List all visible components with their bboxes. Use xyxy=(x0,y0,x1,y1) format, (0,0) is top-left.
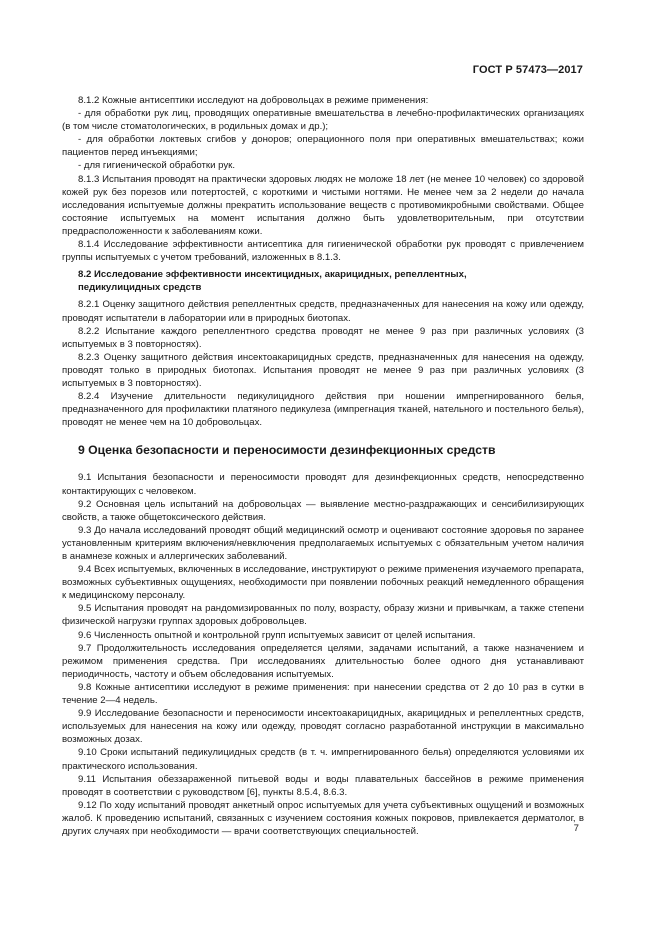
section-heading-8-2 xyxy=(62,268,584,294)
paragraph-9-4: 9.4 Всех испытуемых, включенных в исследование, инструктируют о режиме применения изучаемого препарата, возможных субъективных ощущениях, необходимости при появлении побочных реакций немедленного обращения к медицинскому персоналу. xyxy=(62,564,584,602)
section-heading-9: 9 Оценка безопасности и переносимости дезинфекционных средств xyxy=(78,443,496,458)
paragraph-8-1-4: 8.1.4 Исследование эффективности антисептика для гигиенической обработки рук проводят с привлечением группы испытуемых с учетом требований, изложенных в 8.1.3. xyxy=(62,239,584,264)
paragraph-9-9: 9.9 Исследование безопасности и переносимости инсектоакарицидных, акарицидных и репеллентных средств, используемых для нанесения на кожу или одежду, проводят согласно разработанной инструкции в максимально возможных дозах. xyxy=(62,708,584,746)
section-heading-line: 8.2 Исследование эффективности инсектицидных, акарицидных, репеллентных, xyxy=(78,269,467,281)
paragraph-8-2-4: 8.2.4 Изучение длительности педикулицидного действия при ношении импрегнированного белья, предназначенного для профилактики платяного педикулеза (импрегнация тканей, нательного и постельного белья), проводят не менее чем на 10 добровольцах. xyxy=(62,391,584,429)
list-item: - для обработки рук лиц, проводящих оперативные вмешательства в лечебно-профилактических организациях (в том числе стоматологических, в родильных домах и др.); xyxy=(62,108,584,133)
paragraph-9-11: 9.11 Испытания обеззараженной питьевой воды и воды плавательных бассейнов в режиме применения проводят в соответствии с руководством [6], пункты 8.5.4, 8.6.3. xyxy=(62,773,584,798)
paragraph-9-6: 9.6 Численность опытной и контрольной групп испытуемых зависит от целей испытания. xyxy=(78,629,476,641)
paragraph-9-1: 9.1 Испытания безопасности и переносимости проводят для дезинфекционных средств, непосредственно контактирующих с человеком. xyxy=(62,472,584,497)
paragraph-8-2-2: 8.2.2 Испытание каждого репеллентного средства проводят не менее 9 раз при различных условиях (3 испытуемых в 3 повторностях). xyxy=(62,325,584,350)
paragraph-9-5: 9.5 Испытания проводят на рандомизированных по полу, возрасту, образу жизни и привычкам, а также степени физической нагрузки группах здоровых добровольцев. xyxy=(62,603,584,628)
paragraph-9-8: 9.8 Кожные антисептики исследуют в режиме применения: при нанесении средства от 2 до 10 раз в сутки в течение 2—4 недель. xyxy=(62,681,584,707)
document-code: ГОСТ Р 57473—2017 xyxy=(472,64,583,76)
list-item: - для гигиенической обработки рук. xyxy=(78,160,236,172)
paragraph-8-1-2-intro: 8.1.2 Кожные антисептики исследуют на добровольцах в режиме применения: xyxy=(78,95,429,106)
document-body xyxy=(62,94,584,838)
paragraph-8-2-1: 8.2.1 Оценку защитного действия репеллентных средств, предназначенных для нанесения на кожу или одежду, проводят испытатели в лаборатории или в природных биотопах. xyxy=(62,299,584,324)
paragraph-9-3: 9.3 До начала исследований проводят общий медицинский осмотр и оценивают состояние здоровья по заранее установленным критериям включения/невключения предполагаемых испытуемых с обязательным учетом наличия в анамнезе кожных и аллергических заболеваний. xyxy=(62,524,584,562)
paragraph-8-1-3: 8.1.3 Испытания проводят на практически здоровых людях не моложе 18 лет (не менее 10 человек) со здоровой кожей рук без порезов или потертостей, с короткими и чистыми ногтями. Не менее чем за 2 недели до начала исследования испытуемые должны прекратить использование веществ с противомикробными свойствами. Общее состояние испытуемых на момент испытания должно быть удовлетворительным, при отсутствии предрасположенности к заболеваниям кожи. xyxy=(62,173,584,237)
list-item: - для обработки локтевых сгибов у доноров; операционного поля при оперативных вмешательствах; кожи пациентов перед инъекциями; xyxy=(62,134,584,159)
paragraph-9-7: 9.7 Продолжительность исследования определяется целями, задачами испытаний, а также назначением и режимом применения средства. При исследованиях длительностью более одного дня устанавливают периодичность, частоту и объем обследования испытуемых. xyxy=(62,642,584,680)
paragraph-9-2: 9.2 Основная цель испытаний на добровольцах — выявление местно-раздражающих и сенсибилизирующих свойств, а также общетоксического действия. xyxy=(62,498,584,523)
paragraph-9-12: 9.12 По ходу испытаний проводят анкетный опрос испытуемых для учета субъективных ощущений и возможных жалоб. К проведению испытаний, связанных с изучением состояния кожных покровов, привлекается дерматолог, в других случаях при необходимости — врачи соответствующих специальностей. xyxy=(62,799,584,837)
paragraph-9-10: 9.10 Сроки испытаний педикулицидных средств (в т. ч. импрегнированного белья) определяются условиями их практического использования. xyxy=(62,747,584,772)
paragraph-8-2-3: 8.2.3 Оценку защитного действия инсектоакарицидных средств, предназначенных для нанесения на одежду, проводят только в природных биотопах. Испытания проводят не менее 9 раз при различных условиях (3 испытуемых в 3 повторностях). xyxy=(62,351,584,389)
section-heading-line: педикулицидных средств xyxy=(78,282,202,294)
page-number: 7 xyxy=(573,823,579,834)
